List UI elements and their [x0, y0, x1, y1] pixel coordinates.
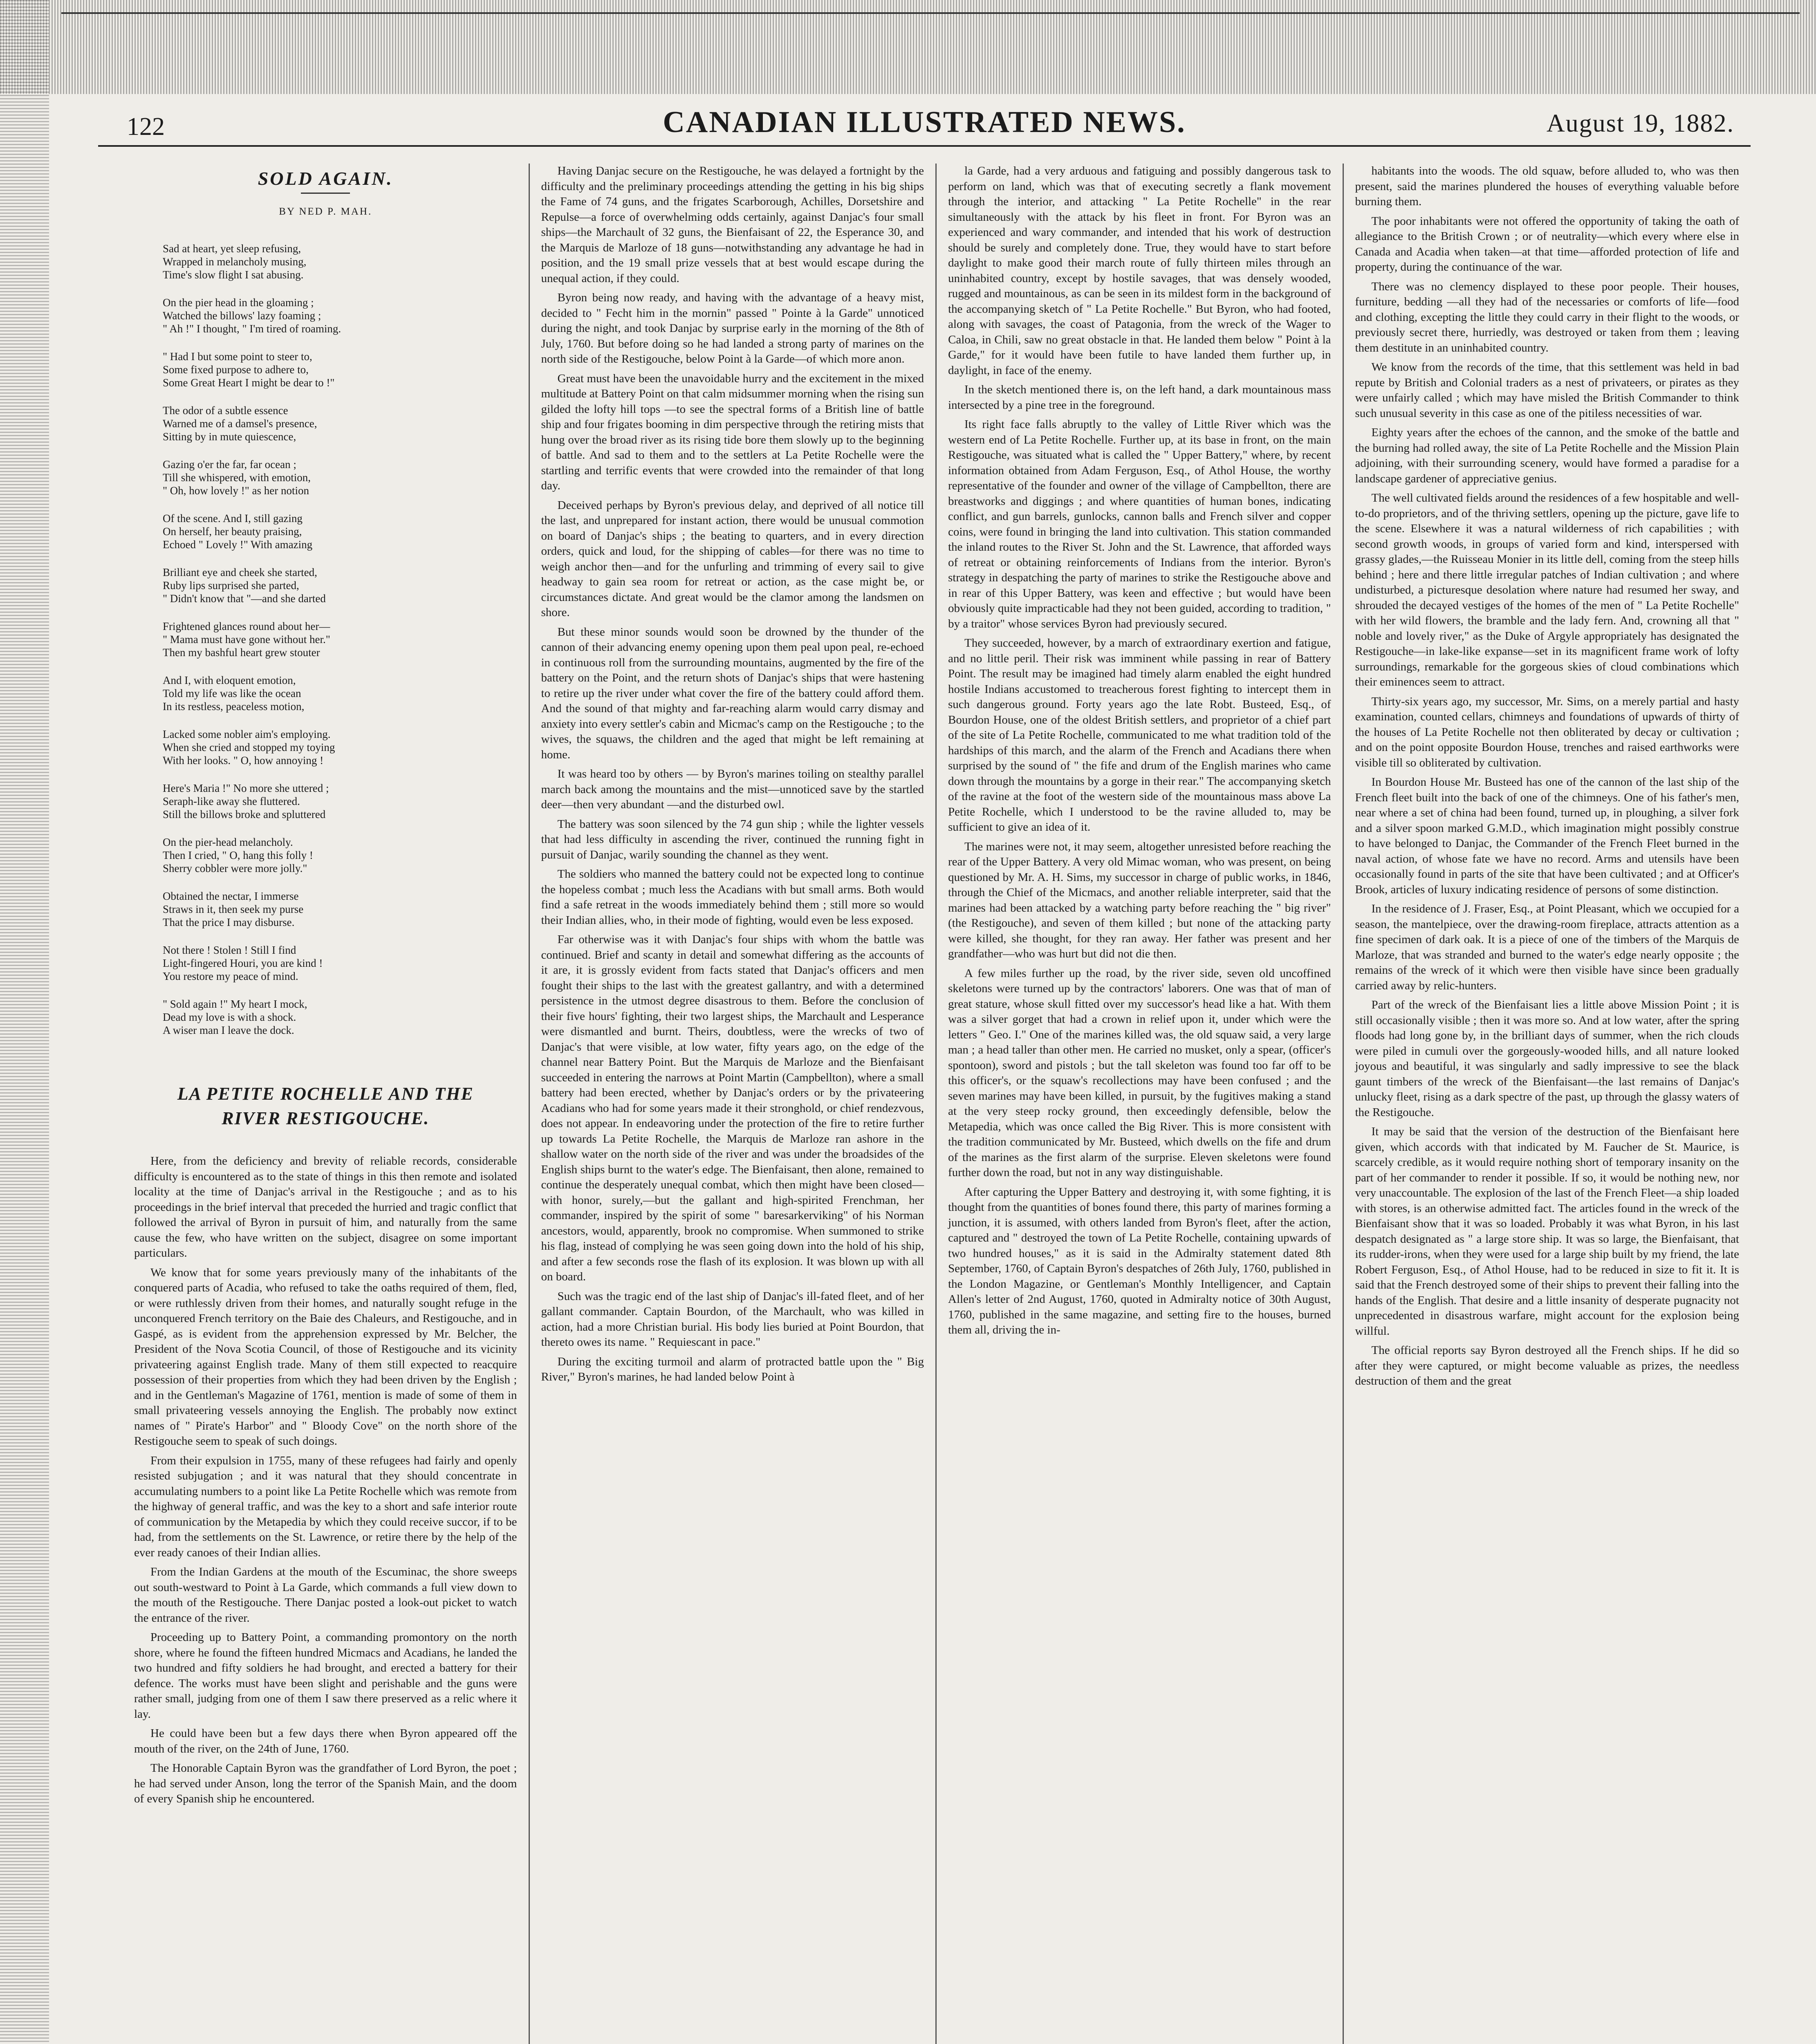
- article-paragraph: In the sketch mentioned there is, on the left hand, a dark mountainous mass intersected by a pine tree in the foreground.: [948, 383, 1331, 412]
- article-paragraph: He could have been but a few days there when Byron appeared off the mouth of the river, on the 24th of June, 1760.: [134, 1727, 517, 1755]
- article-paragraph: The Honorable Captain Byron was the grandfather of Lord Byron, the poet ; he had served under Anson, long the terror of the Spanish Main, and the doom of every Spanish ship he encountered.: [134, 1762, 517, 1805]
- poem-line: Light-fingered Houri, you are kind !: [163, 957, 323, 969]
- poem-line: Straws in it, then seek my purse: [163, 903, 304, 915]
- poem-line: Gazing o'er the far, far ocean ;: [163, 458, 296, 471]
- poem-line: Some Great Heart I might be dear to !": [163, 377, 335, 389]
- top-rule: [61, 12, 1800, 14]
- poem-line: Obtained the nectar, I immerse: [163, 890, 299, 902]
- poem-line: Watched the billows' lazy foaming ;: [163, 309, 321, 322]
- poem-line: Brilliant eye and cheek she started,: [163, 566, 317, 578]
- poem-line: Lacked some nobler aim's employing.: [163, 728, 331, 740]
- poem-line: Here's Maria !" No more she uttered ;: [163, 782, 329, 794]
- poem-line: Echoed " Lovely !" With amazing: [163, 538, 313, 551]
- article-paragraph: But these minor sounds would soon be drowned by the thunder of the cannon of their advancing enemy opening upon them peal upon peal, re-echoed in continuous roll from the surrounding mountains, augmented by the fire of the battery on the Point, and the return shots of Danjac's ships that were hastening to retire up the river under what cover the fire of the battery could afford them. And the sound of that mighty and far-reaching alarm would carry dismay and anxiety into every settler's cabin and Micmac's camp on the Restigouche ; to the wives, the squaws, the children and the aged that might be left remaining at home.: [541, 625, 924, 761]
- poem-stanza: [163, 997, 517, 1037]
- article-paragraph: We know from the records of the time, that this settlement was held in bad repute by British and Colonial traders as a nest of privateers, or pirates as they were unfairly called ; which may have misled the British Commander to think such unusual severity in this case as one of the pitiless necessities of war.: [1355, 361, 1739, 420]
- article-paragraph: The poor inhabitants were not offered the opportunity of taking the oath of allegiance to the British Crown ; or of neutrality—which every where else in Canada and Acadia when taken—at that time—afforded protection of life and property, during the continuance of the war.: [1355, 214, 1739, 273]
- poem-body: [163, 242, 517, 1037]
- article-paragraph: From the Indian Gardens at the mouth of the Escuminac, the shore sweeps out south-westward to Point à La Garde, which commands a full view down to the mouth of the Restigouche. There Danjac posted a look-out picket to watch the entrance of the river.: [134, 1565, 517, 1625]
- page-number: 122: [127, 113, 165, 141]
- article-paragraph: Proceeding up to Battery Point, a commanding promontory on the north shore, where he found the fifteen hundred Micmacs and Acadians, he landed the two hundred and fifty soldiers he had brought, and erected a battery for their defence. The works must have been slight and perishable and the guns were rather small, judging from one of them I saw there preserved as a relic where it lay.: [134, 1631, 517, 1721]
- article-paragraph: Byron being now ready, and having with the advantage of a heavy mist, decided to " Fecht him in the mornin" passed " Pointe à la Garde" unnoticed during the night, and took Danjac by surprise early in the morning of the 8th of July, 1760. But before doing so he had landed a strong party of marines on the north side of the Restigouche, below Point à la Garde—of which more anon.: [541, 291, 924, 365]
- poem-stanza: [163, 404, 517, 443]
- poem-line: Told my life was like the ocean: [163, 687, 301, 699]
- article-paragraph: The soldiers who manned the battery could not be expected long to continue the hopeless combat ; much less the Acadians with but small arms. Both would find a safe retreat in the woods immediately behind them ; still more so would their Indian allies, who, in their mode of fighting, would even be less exposed.: [541, 867, 924, 927]
- poem-stanza: [163, 242, 517, 281]
- poem-stanza: [163, 566, 517, 605]
- poem-line: " Oh, how lovely !" as her notion: [163, 484, 309, 497]
- poem-line: Then my bashful heart grew stouter: [163, 646, 320, 659]
- poem-stanza: [163, 836, 517, 875]
- article-paragraph: la Garde, had a very arduous and fatiguing and possibly dangerous task to perform on land, which was that of executing secretly a flank movement through the interior, and attacking " La Petite Rochelle" in the rear simultaneously with the attack by his fleet in front. For Byron was an experienced and wary commander, and intended that his work of destruction should be surely and completely done. True, they would have to start before daylight to make good their march route of fully thirteen miles through an uninhabited country, except by hostile savages, that was densely wooded, rugged and mountainous, as can be seen in its mildest form in the background of the accompanying sketch of " La Petite Rochelle." But Byron, who had footed, along with savages, the coast of Patagonia, from the wreck of the Wager to Caloa, in Chili, saw no great obstacle in that. He landed them below " Point à la Garde," for it would have been futile to have landed them further up, in daylight, in face of the enemy.: [948, 164, 1331, 377]
- page-header: [98, 96, 1751, 147]
- poem-stanza: [163, 890, 517, 929]
- article-paragraph: We know that for some years previously many of the inhabitants of the conquered parts of Acadia, who refused to take the oaths required of them, fled, or were ruthlessly driven from their homes, and naturally sought refuge in the unconquered French territory on the Baie des Chaleurs, and Restigouche, and in Gaspé, as is evident from the apprehension expressed by Mr. Belcher, the President of the Nova Scotia Council, of those of Restigouche and its vicinity privateering against English trade. Many of them still expected to reacquire possession of their properties from which they had been driven by the English ; and in the Gentleman's Magazine of 1761, mention is made of some of them in small privateering vessels annoying the English. The probably now extinct names of " Pirate's Harbor" and " Bloody Cove" on the north shore of the Restigouche seem to speak of such doings.: [134, 1266, 517, 1448]
- poem-line: Wrapped in melancholy musing,: [163, 256, 307, 268]
- scan-edge-top: [0, 0, 1816, 94]
- article-paragraph: A few miles further up the road, by the river side, seven old uncoffined skeletons were turned up by the contractors' laborers. One was that of man of great stature, whose skull fitted over my successor's head like a hat. With them was a silver gorget that had a crown in relief upon it, under which were the letters " Geo. I." One of the marines killed was, the old squaw said, a very large man ; a head taller than other men. He carried no musket, only a spear, (officer's spontoon), sword and pistols ; but the tall skeleton was found too far off to be this officer's, or the squaw's recollections may have been confused ; and the seven marines may have been killed, in pursuit, by the fugitives making a stand at the very steep rocky ground, then exceedingly defensible, below the Metapedia, which was once called the Big River. This is more consistent with the tradition communicated by Mr. Busteed, which dwells on the fife and drum of the marines as the first alarm of the surprise. Eleven skeletons were found further down the road, but not in any way distinguishable.: [948, 966, 1331, 1179]
- poem-stanza: [163, 674, 517, 713]
- poem-line: You restore my peace of mind.: [163, 970, 298, 982]
- poem-stanza: [163, 944, 517, 983]
- article-paragraph: After capturing the Upper Battery and destroying it, with some fighting, it is thought from the quantities of bones found there, this party of marines forming a junction, it is assumed, with others landed from Byron's fleet, after the action, captured and " destroyed the town of La Petite Rochelle, containing upwards of two hundred houses," as it is said in the Admiralty statement dated 8th September, 1760, of Captain Byron's despatches of 26th July, 1760, published in the London Magazine, or Gentleman's Monthly Intelligencer, and Captain Allen's letter of 2nd August, 1760, quoted in Admiralty notice of 30th August, 1760, published in the same magazine, and setting fire to the houses, burned them all, driving the in-: [948, 1185, 1331, 1336]
- poem-line: Ruby lips surprised she parted,: [163, 579, 299, 592]
- article-paragraph: Here, from the deficiency and brevity of reliable records, considerable difficulty is encountered as to the state of things in this then remote and isolated locality at the time of Danjac's arrival in the Restigouche ; and as to his proceedings in the brief interval that preceded the hurried and tragic conflict that followed the arrival of Byron in pursuit of him, and naturally from the same cause the few, who have written on the subject, disagree on some important particulars.: [134, 1154, 517, 1260]
- poem-stanza: [163, 296, 517, 335]
- poem-stanza: [163, 350, 517, 389]
- article-paragraph: Great must have been the unavoidable hurry and the excitement in the mixed multitude at Battery Point on that calm midsummer morning when the rising sun gilded the lofty hill tops —to see the spectral forms of a British line of battle ship and four frigates booming in dim perspective through the retiring mists that hung over the broad river as its rising tide bore them slowly up to the beginning of battle. And sad to them and to the settlers at La Petite Rochelle were the startling and terrific events that were crowded into the remainder of that long day.: [541, 372, 924, 492]
- article-paragraph: habitants into the woods. The old squaw, before alluded to, who was then present, said the marines plundered the houses of everything valuable before burning them.: [1355, 164, 1739, 208]
- issue-date: August 19, 1882.: [1546, 110, 1734, 137]
- article-paragraph: There was no clemency displayed to these poor people. Their houses, furniture, bedding —all they had of the necessaries or comforts of life—food and clothing, excepting the little they could carry in their flight to the woods, or previously secret there, hurriedly, was destroyed or taken from them ; leaving them destitute in an uninhabited country.: [1355, 280, 1739, 354]
- article-columns: [123, 164, 1751, 2044]
- poem-line: A wiser man I leave the dock.: [163, 1024, 294, 1036]
- poem-line: Warned me of a damsel's presence,: [163, 417, 317, 430]
- poem-line: The odor of a subtle essence: [163, 404, 288, 417]
- article-paragraph: From their expulsion in 1755, many of these refugees had fairly and openly resisted subjugation ; and it was natural that they should concentrate in accumulating numbers to a point like La Petite Rochelle which was remote from the highway of general traffic, and was the key to a short and safe interior route of communication by the Metapedia by which they could receive succor, if to be had, from the settlements on the St. Lawrence, or retire there by the help of the ever ready canoes of their Indian allies.: [134, 1454, 517, 1559]
- poem-line: Frightened glances round about her—: [163, 620, 330, 632]
- article-paragraph: It may be said that the version of the destruction of the Bienfaisant here given, which accords with that indicated by M. Faucher de St. Maurice, is scarcely credible, as it would require nothing short of temporary insanity on the part of her commander to render it possible. If so, it would be nothing new, nor very unaccountable. The explosion of the last of the French Fleet—a ship loaded with stores, is an otherwise admitted fact. The articles found in the wreck of the Bienfaisant show that it was so loaded. Probably it was what Byron, in his last despatch designated as " a large store ship. It was so large, the Bienfaisant, that its rudder-irons, when they were used for a large ship built by my friend, the late Robert Ferguson, Esq., of Athol House, had to be reduced in size to fit it. It is said that the French destroyed some of their ships to prevent their falling into the hands of the English. That desire and a little insanity of desperate pugnacity not unprecedented in disastrous warfare, might account for the explosion being willful.: [1355, 1125, 1739, 1338]
- article-paragraph: Eighty years after the echoes of the cannon, and the smoke of the battle and the burning had rolled away, the site of La Petite Rochelle and the Mission Plain adjoining, with their surrounding scenery, would have formed a paradise for a landscape gardener of appreciative genius.: [1355, 426, 1739, 485]
- poem-stanza: [163, 458, 517, 497]
- poem-stanza: [163, 728, 517, 767]
- poem-line: On the pier head in the gloaming ;: [163, 296, 314, 309]
- poem-title: SOLD AGAIN.: [258, 168, 393, 189]
- poem-line: And I, with eloquent emotion,: [163, 674, 296, 686]
- poem-line: Dead my love is with a shock.: [163, 1011, 296, 1023]
- poem-line: Still the billows broke and spluttered: [163, 808, 326, 820]
- article-paragraph: Thirty-six years ago, my successor, Mr. Sims, on a merely partial and hasty examination, counted cellars, chimneys and foundations of upwards of thirty of the houses of La Petite Rochelle not then obliterated by decay or cultivation ; and on the point opposite Bourdon House, trenches and raised earthworks were visible till so obliterated by cultivation.: [1355, 695, 1739, 769]
- poem-line: Sherry cobbler were more jolly.": [163, 862, 307, 874]
- article-title-line-2: RIVER RESTIGOUCHE.: [222, 1108, 430, 1128]
- column-2: [530, 164, 937, 2044]
- article-paragraph: Far otherwise was it with Danjac's four ships with whom the battle was continued. Brief and scanty in detail and somewhat differing as the accounts of it are, it is grossly evident from facts stated that Danjac's officers and men fought their ships to the last with the greatest gallantry, and with a determined persistence in the utmost degree disastrous to them. Before the conclusion of their five hours' fighting, their two largest ships, the Marchault and Lesperance were dismantled and burnt. Theirs, doubtless, were the wrecks of two of Danjac's that were visible, at low water, fifty years ago, on the edge of the channel near Battery Point. But the Marquis de Marloze and the Bienfaisant succeeded in entering the narrows at Point Martin (Campbellton), where a small battery had been erected, whether by Danjac's orders or by the privateering Acadians who had for some years made it their stronghold, or chief rendezvous, does not appear. In endeavoring under the protection of the fire to retire further up towards La Petite Rochelle, the Marquis de Marloze ran ashore in the shallow water on the north side of the river and was under the broadsides of the English ships burnt to the water's edge. The Bienfaisant, then alone, remained to continue the desperately unequal combat, which then might have been closed—with honor, surely,—but the gallant and high-spirited Frenchman, her commander, inspired by the spirit of some " baresarkerviking" of his Norman ancestors, would, apparently, brook no compromise. When summoned to strike his flag, instead of complying he was seen going down into the hold of his ship, and after a few seconds rose the flash of its explosion. It was blown up with all on board.: [541, 933, 924, 1283]
- article-paragraph: In the residence of J. Fraser, Esq., at Point Pleasant, which we occupied for a season, the mantelpiece, over the drawing-room fireplace, attracts attention as a fine specimen of dark oak. It is a piece of one of the timbers of the Marquis de Marloze, that was stranded and burned to the water's edge nearly opposite ; the remains of the wreck of it which were then visible have since been gradually carried away by relic-hunters.: [1355, 902, 1739, 992]
- article-paragraph: The marines were not, it may seem, altogether unresisted before reaching the rear of the Upper Battery. A very old Mimac woman, who was present, on being questioned by Mr. A. H. Sims, my successor in charge of public works, in 1846, through the Chief of the Micmacs, and another reliable interpreter, said that the marines had been attacked by a watching party before reaching the " big river" (the Restigouche), and seven of them killed ; but none of the attacking party were killed, she thought, for they ran away. Her father was present and her grandfather—who was hurt but did not die then.: [948, 840, 1331, 960]
- poem-line: That the price I may disburse.: [163, 916, 295, 928]
- article-paragraph: Deceived perhaps by Byron's previous delay, and deprived of all notice till the last, and unprepared for instant action, there would be unusual commotion on board of Danjac's ships ; the beating to quarters, and in every direction orders, quick and loud, for the shipping of cables—for there was no time to weigh anchor then—and for the unfurling and trimming of every sail to give headway to gain sea room for retreat or action, as the case might be, or circumstances dictate. And great would be the clamor among the landsmen on shore.: [541, 498, 924, 619]
- article-paragraph: Part of the wreck of the Bienfaisant lies a little above Mission Point ; it is still occasionally visible ; then it was more so. And at low water, after the spring floods had long gone by, in the brilliant days of summer, when the rich clouds were piled in cumuli over the gorgeously-wooded hills, and all nature looked joyous and beautiful, it was singularly and sadly impressive to see the black gaunt timbers of the wreck of the Bienfaisant—the last remains of Danjac's unlucky fleet, rising as a dark spectre of the past, up through the glassy waters of the Restigouche.: [1355, 998, 1739, 1119]
- title-rule: [301, 193, 350, 194]
- poem-line: Till she whispered, with emotion,: [163, 471, 311, 484]
- article-title-line-1: LA PETITE ROCHELLE AND THE: [177, 1084, 474, 1104]
- poem-line: Sitting by in mute quiescence,: [163, 430, 296, 443]
- poem-line: When she cried and stopped my toying: [163, 741, 335, 753]
- poem-line: On herself, her beauty praising,: [163, 525, 302, 538]
- article-title: [134, 1082, 517, 1131]
- article-paragraph: The official reports say Byron destroyed all the French ships. If he did so after they were captured, or might become valuable as prizes, the needless destruction of them and the great: [1355, 1344, 1739, 1387]
- poem-byline: BY NED P. MAH.: [279, 206, 372, 217]
- article-paragraph: The well cultivated fields around the residences of a few hospitable and well-to-do proprietors, and of the thriving settlers, opening up the picture, gave life to the scene. Elsewhere it was a natural wilderness of rich capabilities ; with second growth woods, in groups of varied form and kind, interspersed with grassy glades,—the Ruisseau Monier in its little dell, coming from the steep hills behind ; here and there little irregular patches of Indian cultivation ; and where undisturbed, a picturesque desolation where nature had resumed her sway, and shrouded the decayed vestiges of the homes of the men of " La Petite Rochelle" with her wild flowers, the bramble and the lady fern. And, crowning all that " noble and lovely river," as the Duke of Argyle appropriately has designated the Restigouche—in lake-like expanse—set in its magnificent frame work of lofty surroundings, remarkable for the gorgeous skies of cloud combinations which their eminences seem to attract.: [1355, 491, 1739, 688]
- column-3: [937, 164, 1344, 2044]
- article-paragraph: They succeeded, however, by a march of extraordinary exertion and fatigue, and no little peril. Their risk was imminent while passing in rear of Battery Point. The result may be imagined had timely alarm enabled the eight hundred hostile Indians accustomed to treacherous forest fighting to intercept them in such dangerous ground. Forty years ago the late Robt. Busteed, Esq., of Bourdon House, one of the oldest British settlers, and proprietor of a chief part of the site of La Petite Rochelle, communicated to me what tradition told of the hardships of this march, and the alarm of the French and Acadians there when surprised by the sound of " the fife and drum of the English marines who came down through the mountains by a gorge in their rear." The accompanying sketch of the ravine at the foot of the western side of the mountainous mass above La Petite Rochelle, which I understood to be the ravine alluded to, may be sufficient to give an idea of it.: [948, 637, 1331, 834]
- article-paragraph: In Bourdon House Mr. Busteed has one of the cannon of the last ship of the French fleet built into the back of one of the chimneys. One of his father's men, near where a set of china had been found, turned up, in ploughing, a silver fork and a silver spoon marked G.M.D., which imagination might possibly construe to have belonged to Danjac, the Commander of the French Fleet burned in the naval action, of whose fate we have no record. Arms and utensils have been occasionally found in parts of the site that have been cultivated ; and at Officer's Brook, articles of luxury indicating residence of persons of some distinction.: [1355, 775, 1739, 896]
- poem-line: Not there ! Stolen ! Still I find: [163, 944, 296, 956]
- article-paragraph: During the exciting turmoil and alarm of protracted battle upon the " Big River," Byron's marines, he had landed below Point à: [541, 1355, 924, 1383]
- poem-stanza: [163, 782, 517, 821]
- article-paragraph: Its right face falls abruptly to the valley of Little River which was the western end of La Petite Rochelle. Further up, at its base in front, on the main Restigouche, was situated what is called the " Upper Battery," where, by recent information obtained from Adam Ferguson, Esq., of Athol House, the worthy representative of the founder and owner of the village of Campbellton, there are breastworks and diggings ; and where quantities of human bones, indicating conflict, and gun barrels, gunlocks, cannon balls and French silver and copper coins, were found in bringing the land into cultivation. This station commanded the inland routes to the River St. John and the St. Lawrence, that afforded ways of retreat or obtaining reinforcements of Indians from the interior. Byron's strategy in despatching the party of marines to strike the Restigouche above and in rear of this Upper Battery, was keen and effective ; but would have been obviously quite impracticable had they not been guided, according to tradition, " by a traitor" whose services Byron had previously secured.: [948, 418, 1331, 630]
- article-paragraph: The battery was soon silenced by the 74 gun ship ; while the lighter vessels that had less difficulty in ascending the river, continued the running fight in pursuit of Danjac, warily sounding the channel as they went.: [541, 817, 924, 861]
- poem-line: " Had I but some point to steer to,: [163, 350, 312, 363]
- poem-line: " Ah !" I thought, " I'm tired of roaming.: [163, 323, 341, 335]
- poem-line: " Didn't know that "—and she darted: [163, 592, 326, 605]
- poem-line: Time's slow flight I sat abusing.: [163, 269, 304, 281]
- poem-line: Seraph-like away she fluttered.: [163, 795, 300, 807]
- poem-line: " Sold again !" My heart I mock,: [163, 998, 307, 1010]
- article-paragraph: Such was the tragic end of the last ship of Danjac's ill-fated fleet, and of her gallant commander. Captain Bourdon, of the Marchault, who was killed in action, had a more Christian burial. His body lies buried at Point Bourdon, that thereto owes its name. " Requiescant in pace.": [541, 1289, 924, 1349]
- column-4: [1344, 164, 1751, 2044]
- scan-edge-left: [0, 0, 49, 2044]
- poem-line: With her looks. " O, how annoying !: [163, 754, 324, 766]
- poem-line: In its restless, peaceless motion,: [163, 700, 305, 713]
- poem-line: Some fixed purpose to adhere to,: [163, 363, 309, 376]
- poem-line: Of the scene. And I, still gazing: [163, 512, 303, 524]
- article-paragraph: Having Danjac secure on the Restigouche, he was delayed a fortnight by the difficulty and the preliminary proceedings attending the getting in his big ships the Fame of 74 guns, and the frigates Scarborough, Achilles, Dorsetshire and Repulse—a force of overwhelming odds certainly, against Danjac's four small ships—the Marchault of 32 guns, the Bienfaisant of 22, the Esperance 30, and the Marquis de Marloze of 18 guns—notwithstanding any advantage he had in position, and the 19 small prize vessels that at best would escape during the unequal action, if they could.: [541, 164, 924, 285]
- newspaper-title: CANADIAN ILLUSTRATED NEWS.: [663, 105, 1186, 139]
- poem-line: Sad at heart, yet sleep refusing,: [163, 242, 301, 255]
- poem-line: " Mama must have gone without her.": [163, 633, 330, 645]
- poem-line: On the pier-head melancholy.: [163, 836, 293, 848]
- column-1: [123, 164, 530, 2044]
- poem-line: Then I cried, " O, hang this folly !: [163, 849, 313, 861]
- article-paragraph: It was heard too by others — by Byron's marines toiling on stealthy parallel march back among the mountains and the mist—unnoticed save by the startled deer—then very abundant —and the disturbed owl.: [541, 767, 924, 811]
- column-1-body: [134, 1154, 517, 1807]
- poem-stanza: [163, 512, 517, 551]
- poem-stanza: [163, 620, 517, 659]
